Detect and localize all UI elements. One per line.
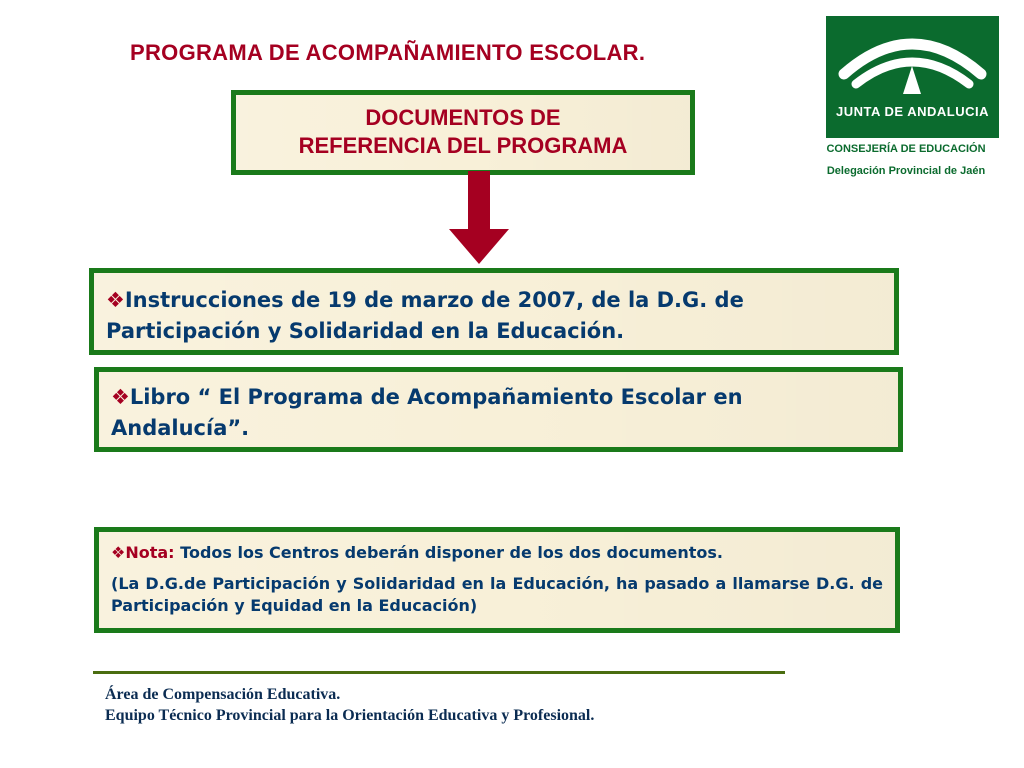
footer-divider	[93, 671, 785, 674]
footer	[105, 684, 594, 726]
down-arrow-icon	[449, 171, 509, 266]
note-detail: (La D.G.de Participación y Solidaridad en la Educación, ha pasado a llamarse D.G. de Participación y Equidad en la Educación)	[111, 574, 883, 615]
logo-emblem-icon	[826, 16, 999, 138]
note-text: Todos los Centros deberán disponer de los dos documentos.	[180, 543, 723, 562]
reference-documents-box	[231, 90, 695, 175]
junta-andalucia-logo	[826, 16, 999, 138]
diamond-bullet-icon: ❖	[111, 385, 130, 409]
delegacion-label: Delegación Provincial de Jaén	[826, 165, 986, 177]
document-item	[94, 367, 903, 452]
note-box	[94, 527, 900, 633]
reference-box-line1: DOCUMENTOS DE	[365, 105, 561, 130]
page-title: PROGRAMA DE ACOMPAÑAMIENTO ESCOLAR.	[130, 40, 646, 65]
note-label: Nota:	[125, 543, 175, 562]
consejeria-label: CONSEJERÍA DE EDUCACIÓN	[826, 143, 986, 155]
document-text: Instrucciones de 19 de marzo de 2007, de la D.G. de Participación y Solidaridad en la Educación.	[106, 288, 744, 343]
reference-box-line2: REFERENCIA DEL PROGRAMA	[298, 133, 628, 158]
document-item	[89, 268, 899, 355]
logo-text: JUNTA DE ANDALUCIA	[836, 104, 989, 119]
diamond-bullet-icon: ❖	[111, 543, 126, 562]
document-text: Libro “ El Programa de Acompañamiento Escolar en Andalucía”.	[111, 385, 743, 440]
footer-line2: Equipo Técnico Provincial para la Orientación Educativa y Profesional.	[105, 707, 595, 724]
diamond-bullet-icon: ❖	[106, 288, 125, 312]
footer-line1: Área de Compensación Educativa.	[105, 686, 341, 703]
